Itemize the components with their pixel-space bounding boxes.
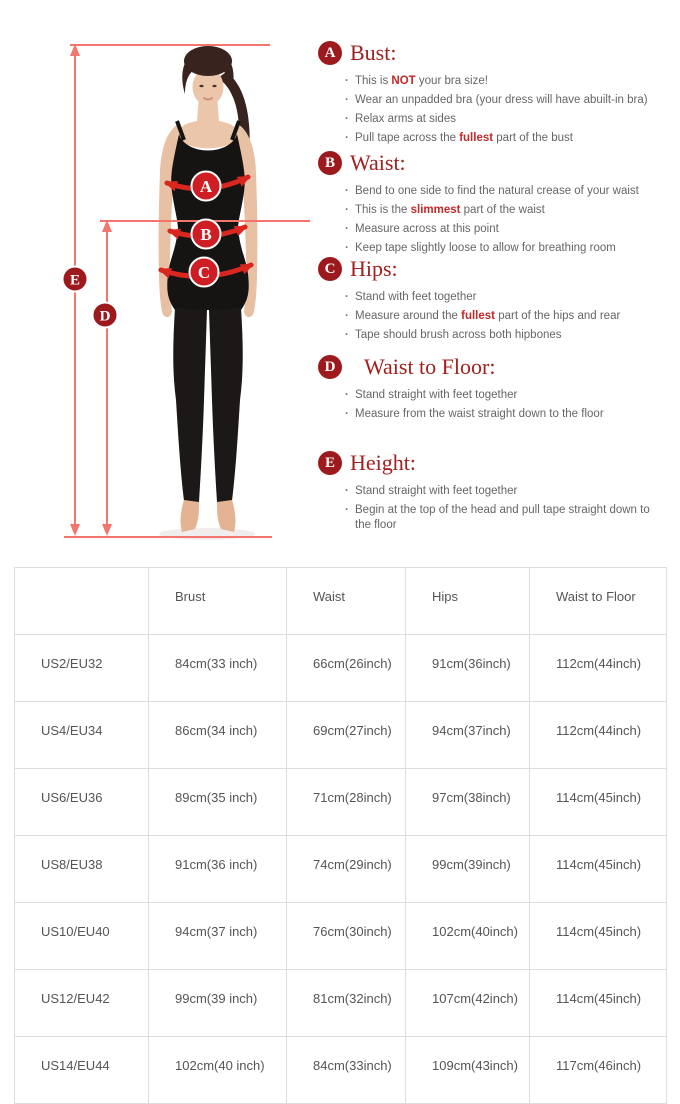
size-cell: US10/EU40: [15, 903, 149, 970]
bust-badge-letter: A: [199, 177, 213, 196]
bullet-text: Stand with feet together: [355, 291, 477, 303]
table-cell: 71cm(28inch): [287, 769, 406, 836]
bullet-item: [345, 184, 660, 199]
right-leg: [209, 308, 243, 502]
column-header: [15, 568, 149, 635]
table-cell: 91cm(36 inch): [149, 836, 287, 903]
hips-badge-letter: C: [197, 263, 211, 282]
table-cell: 69cm(27inch): [287, 702, 406, 769]
highlight-text: slimmest: [410, 204, 461, 216]
bullet-text: Measure across at this point: [355, 223, 499, 235]
section-waist: [318, 150, 670, 260]
table-row: [15, 903, 667, 970]
section-title: Bust:: [350, 40, 397, 65]
table-cell: 99cm(39 inch): [149, 970, 287, 1037]
bullet-list: [345, 184, 670, 256]
section-header: [318, 40, 670, 66]
column-header: Brust: [149, 568, 287, 635]
table-row: [15, 635, 667, 702]
column-header: Waist to Floor: [530, 568, 667, 635]
height-arrow-down: [70, 524, 80, 536]
table-cell: 114cm(45inch): [530, 903, 667, 970]
bullet-item: [345, 328, 660, 343]
table-cell: 66cm(26inch): [287, 635, 406, 702]
bullet-item: [345, 112, 660, 127]
size-cell: US8/EU38: [15, 836, 149, 903]
section-title: Height:: [350, 450, 416, 475]
table-cell: 102cm(40 inch): [149, 1037, 287, 1104]
table-row: [15, 1037, 667, 1104]
bullet-item: [345, 309, 660, 324]
letter-badge: D: [318, 355, 342, 379]
bullet-item: [345, 93, 660, 108]
table-cell: 107cm(42inch): [406, 970, 530, 1037]
measurement-instructions: [318, 0, 670, 560]
bullet-text: Begin at the top of the head and pull tape straight down to the floor: [355, 504, 650, 531]
bullet-list: [345, 74, 670, 146]
section-header: [318, 150, 670, 176]
highlight-text: NOT: [391, 75, 416, 87]
size-cell: US4/EU34: [15, 702, 149, 769]
letter-badge: A: [318, 41, 342, 65]
table-cell: 74cm(29inch): [287, 836, 406, 903]
section-height: [318, 450, 670, 537]
bullet-item: [345, 241, 660, 256]
column-header: Hips: [406, 568, 530, 635]
section-header: [318, 354, 670, 380]
size-cell: US14/EU44: [15, 1037, 149, 1104]
right-eye: [212, 85, 216, 87]
highlight-text: fullest: [461, 310, 495, 322]
size-cell: US6/EU36: [15, 769, 149, 836]
table-cell: 84cm(33inch): [287, 1037, 406, 1104]
bullet-item: [345, 131, 660, 146]
table-cell: 94cm(37inch): [406, 702, 530, 769]
section-bust: [318, 40, 670, 150]
table-cell: 114cm(45inch): [530, 970, 667, 1037]
table-cell: 102cm(40inch): [406, 903, 530, 970]
table-cell: 112cm(44inch): [530, 702, 667, 769]
table-cell: 114cm(45inch): [530, 769, 667, 836]
table-cell: 81cm(32inch): [287, 970, 406, 1037]
table-row: [15, 836, 667, 903]
section-waist-to-floor: [318, 354, 670, 426]
bullet-item: [345, 290, 660, 305]
bullet-list: [345, 484, 670, 533]
section-header: [318, 450, 670, 476]
left-eye: [199, 85, 203, 87]
size-chart-table: [14, 567, 667, 1104]
bullet-item: [345, 203, 660, 218]
floor-shadow: [159, 528, 255, 540]
waist-to-floor-badge-letter: D: [99, 308, 111, 325]
bullet-text: Keep tape slightly loose to allow for breathing room: [355, 242, 616, 254]
bullet-text: Tape should brush across both hipbones: [355, 329, 562, 341]
right-foot: [217, 500, 235, 532]
bullet-item: [345, 484, 660, 499]
highlight-text: fullest: [459, 132, 494, 144]
bullet-text: Bend to one side to find the natural crease of your waist: [355, 185, 639, 197]
column-header: Waist: [287, 568, 406, 635]
bullet-text: Measure around the: [355, 310, 462, 322]
table-cell: 114cm(45inch): [530, 836, 667, 903]
table-cell: 94cm(37 inch): [149, 903, 287, 970]
letter-badge: C: [318, 257, 342, 281]
table-row: [15, 970, 667, 1037]
table-cell: 117cm(46inch): [530, 1037, 667, 1104]
waist-badge-letter: B: [200, 225, 212, 244]
table-cell: 89cm(35 inch): [149, 769, 287, 836]
table-cell: 112cm(44inch): [530, 635, 667, 702]
height-badge-letter: E: [69, 272, 81, 289]
section-title: Hips:: [350, 256, 398, 281]
bullet-item: [345, 388, 660, 403]
size-cell: US12/EU42: [15, 970, 149, 1037]
model-measurement-figure: [0, 0, 340, 560]
letter-badge: E: [318, 451, 342, 475]
section-title: Waist:: [350, 150, 406, 175]
bullet-text: Relax arms at sides: [355, 113, 456, 125]
bullet-text: This is: [355, 75, 392, 87]
bullet-item: [345, 222, 660, 237]
table-cell: 76cm(30inch): [287, 903, 406, 970]
bullet-text: Stand straight with feet together: [355, 389, 518, 401]
table-cell: 97cm(38inch): [406, 769, 530, 836]
size-cell: US2/EU32: [15, 635, 149, 702]
bullet-text: This is the: [355, 204, 411, 216]
bullet-text: part of the hips and rear: [495, 310, 621, 322]
letter-badge: B: [318, 151, 342, 175]
table-cell: 109cm(43inch): [406, 1037, 530, 1104]
table-cell: 86cm(34 inch): [149, 702, 287, 769]
bullet-item: [345, 503, 660, 533]
hair-top: [184, 46, 232, 76]
left-leg: [173, 308, 207, 502]
bullet-text: Wear an unpadded bra (your dress will have abuilt-in bra): [355, 94, 648, 106]
bullet-text: Stand straight with feet together: [355, 485, 518, 497]
bullet-list: [345, 290, 670, 343]
bullet-text: part of the bust: [493, 132, 573, 144]
bullet-item: [345, 74, 660, 89]
table-cell: 91cm(36inch): [406, 635, 530, 702]
left-foot: [181, 500, 199, 532]
bullet-item: [345, 407, 660, 422]
section-title: Waist to Floor:: [364, 354, 496, 379]
table-cell: 84cm(33 inch): [149, 635, 287, 702]
section-header: [318, 256, 670, 282]
table-row: [15, 702, 667, 769]
bullet-text: your bra size!: [415, 75, 488, 87]
bullet-text: Measure from the waist straight down to the floor: [355, 408, 604, 420]
bullet-list: [345, 388, 670, 422]
table-cell: 99cm(39inch): [406, 836, 530, 903]
bullet-text: Pull tape across the: [355, 132, 460, 144]
table-row: [15, 769, 667, 836]
bullet-text: part of the waist: [460, 204, 545, 216]
table-header-row: [15, 568, 667, 635]
waist-to-floor-arrow-down: [102, 524, 112, 536]
section-hips: [318, 256, 670, 347]
